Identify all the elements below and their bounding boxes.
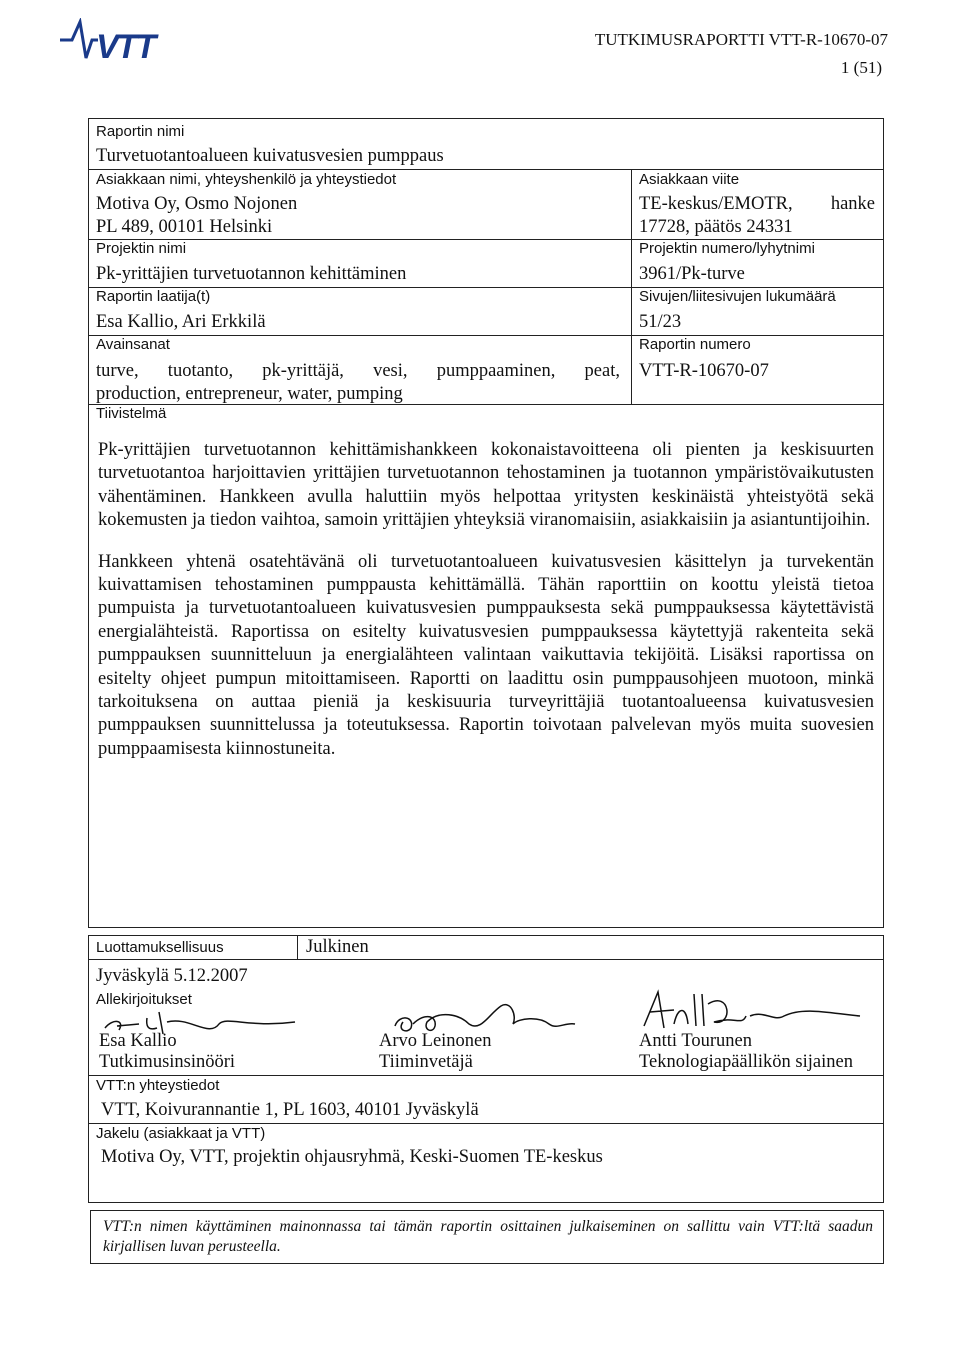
authors-label: Raportin laatija(t) [96,288,211,305]
abstract-paragraph-2: Hankkeen yhtenä osatehtävänä oli turvetuotantoalueen kuivatusvesien käsittelyn ja turvekentän kuivattamisen tehostaminen pumppausta kehittämällä. Tähän raporttiin on koottu yleistä tietoa pumpuista ja turvetuotantoalueen kuivatusvesien pumppauksesta sekä pumppauksessa käytettävistä energialähteistä. Raportissa on esitelty kuivatusvesien pumppauksessa käytettyjä rakenteita sekä pumppauksen suunnitteluun ja energialähteen valintaan vaikuttavia tekijöitä. Lisäksi raportissa on esitelty ohjeet pumpun mitoittamiseen. Raportti on laadittu osin pumppausohjeen muotoon, minkä tarkoituksena on auttaa pieniä ja keskisuuria turveyrittäjiä tuotantoalueensa kuivatusvesien pumppauksen suunnittelussa ja toteutuksessa. Raportin toivotaan palvelevan myös muita suovesien pumppaamisesta kiinnostuneita. [98,551,874,759]
keywords-label: Avainsanat [96,336,170,353]
contact-value: VTT, Koivurannantie 1, PL 1603, 40101 Jyväskylä [101,1100,479,1120]
client-line1: Motiva Oy, Osmo Nojonen [96,194,298,214]
client-reference-line1: TE-keskus/EMOTR, hanke [639,194,875,214]
svg-text:VTT: VTT [96,28,155,64]
abstract-text [98,439,874,779]
client-label: Asiakkaan nimi, yhteyshenkilö ja yhteystiedot [96,171,397,188]
page-number: 1 (51) [840,58,882,77]
keywords-line2: production, entrepreneur, water, pumping [96,384,403,404]
abstract-paragraph-1: Pk-yrittäjien turvetuotannon kehittämishankkeen kokonaistavoitteena oli pienten ja keskisuurten turvetuotantoa harjoittavien yrittäjien turvetuotannon tehostaminen ja tuotannon ympäristövaikutusten vähentäminen. Hankkeen avulla haluttiin myös helpottaa yritysten keskinäistä yhteistyötä sekä kokemusten ja tiedon vaihtoa, samoin yrittäjien yhteyksiä viranomaisiin, asiakkaisiin ja asiantuntijoihin. [98,440,874,531]
report-name-value: Turvetuotantoalueen kuivatusvesien pumppaus [96,146,444,166]
project-name-value: Pk-yrittäjien turvetuotannon kehittäminen [96,264,407,284]
client-reference-line2: 17728, päätös 24331 [639,217,793,237]
distribution-value: Motiva Oy, VTT, projektin ohjausryhmä, Keski-Suomen TE-keskus [101,1147,603,1167]
signatory-2-title: Tiiminvetäjä [379,1052,473,1072]
signatory-2-name: Arvo Leinonen [379,1031,492,1051]
report-number-value: VTT-R-10670-07 [639,361,769,381]
report-number-label: Raportin numero [639,336,751,353]
pages-value: 51/23 [639,312,682,332]
place-date: Jyväskylä 5.12.2007 [96,966,248,986]
project-name-label: Projektin nimi [96,240,187,257]
approval-table [88,935,884,1203]
signatures-label: Allekirjoitukset [96,991,192,1008]
keywords-line1: turve, tuotanto, pk-yrittäjä, vesi, pumppaaminen, peat, [96,361,620,381]
confidentiality-value: Julkinen [306,937,369,957]
report-id-header: TUTKIMUSRAPORTTI VTT-R-10670-07 [594,30,888,49]
project-number-label: Projektin numero/lyhytnimi [639,240,815,257]
contact-label: VTT:n yhteystiedot [96,1077,220,1094]
usage-note-box [90,1210,884,1264]
signatory-3-name: Antti Tourunen [639,1031,752,1051]
signatory-1-title: Tutkimusinsinööri [99,1052,236,1072]
confidentiality-label: Luottamuksellisuus [96,939,224,956]
abstract-label: Tiivistelmä [96,405,167,422]
report-name-label: Raportin nimi [96,123,185,140]
project-number-value: 3961/Pk-turve [639,264,745,284]
authors-value: Esa Kallio, Ari Erkkilä [96,312,266,332]
signatory-3-title: Teknologiapäällikön sijainen [639,1052,853,1072]
signatory-1-name: Esa Kallio [99,1031,177,1051]
distribution-label: Jakelu (asiakkaat ja VTT) [96,1125,266,1142]
vtt-logo [58,18,198,64]
client-reference-label: Asiakkaan viite [639,171,740,188]
client-line2: PL 489, 00101 Helsinki [96,217,273,237]
usage-note: VTT:n nimen käyttäminen mainonnassa tai tämän raportin osittainen julkaiseminen on sallittu vain VTT:ltä saadun kirjallisen luvan perusteella. [103,1218,873,1255]
signature-antti-tourunen [634,986,864,1036]
report-info-table [88,118,884,928]
pages-label: Sivujen/liitesivujen lukumäärä [639,288,836,305]
